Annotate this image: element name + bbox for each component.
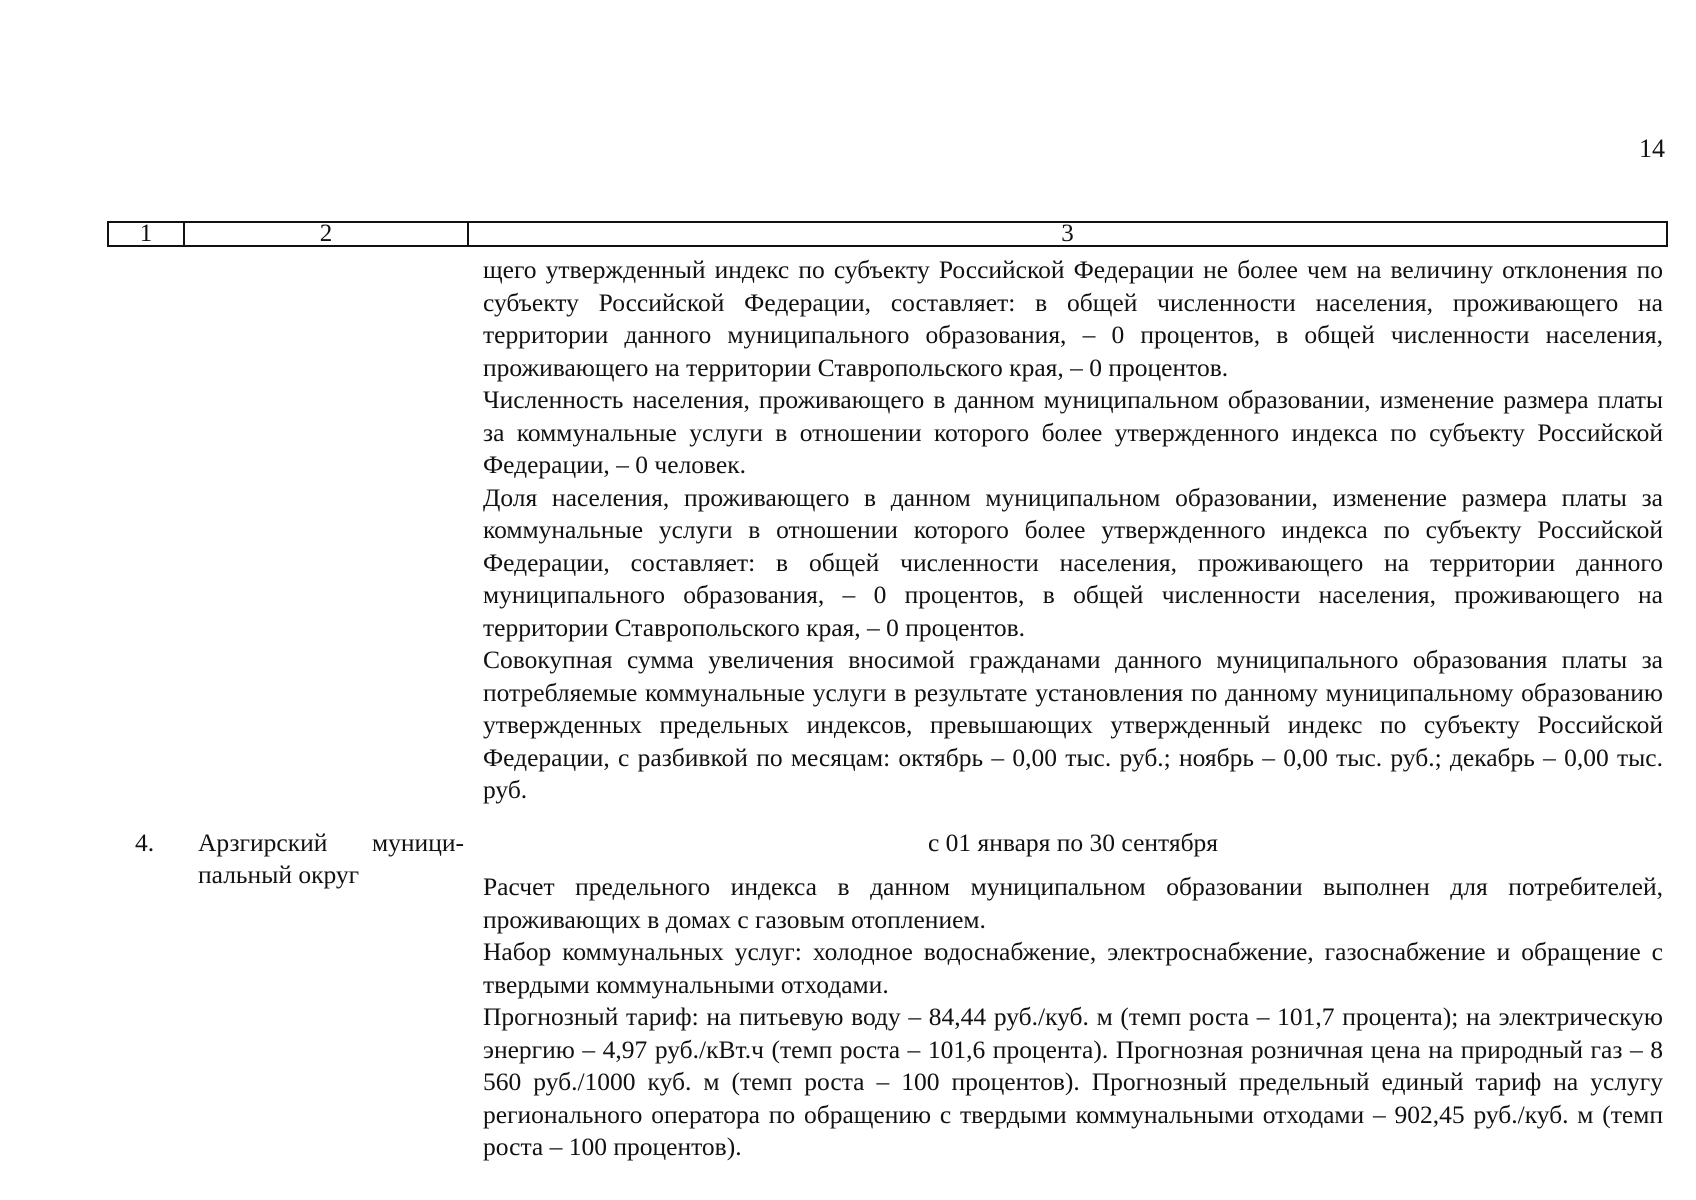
paragraph: Набор коммунальных услуг: холодное водоснабжение, электроснабжение, газоснабжение и обращение с твердыми коммунальными отходами. — [483, 937, 1663, 999]
paragraph: Прогнозный тариф: на питьевую воду – 84,44 руб./куб. м (темп роста – 101,7 процента); на электрическую энергию – 4,97 руб./кВт.ч (темп роста – 101,6 процента). Прогнозная розничная цена на природный газ – 8 560 руб./1000 куб. м (темп роста – 100 процентов). Прогнозный предельный единый тариф на услугу регионального оператора по обращению с твердыми коммунальными отходами – 902,45 руб./куб. м (темп роста – 100 процентов). — [483, 1002, 1663, 1161]
column-header-2: 2 — [185, 223, 469, 245]
column-header-1: 1 — [109, 223, 185, 245]
paragraph: Доля населения, проживающего в данном муниципальном образовании, изменение размера платы за коммунальные услуги в отношении которого более утвержденного индекса по субъекту Российской Федерации, составляет: в общей численности населения, проживающего на территории данного муниципального образования, – 0 процентов, в общей численности населения, проживающего на территории Ставропольского края, – 0 процентов. — [483, 482, 1663, 642]
paragraph: Численность населения, проживающего в данном муниципальном образовании, изменение размера платы за коммунальные услуги в отношении которого более утвержденного индекса по субъекту Российской Федерации, – 0 человек. — [483, 385, 1663, 479]
row-text — [483, 871, 1663, 1164]
paragraph: щего утвержденный индекс по субъекту Российской Федерации не более чем на величину отклонения по субъекту Российской Федерации, составляет: в общей численности населения, проживающего на территории данного муниципального образования, – 0 процентов, в общей численности населения, проживающего на территории Ставропольского края, – 0 процентов. — [483, 255, 1663, 382]
page-number: 14 — [1639, 134, 1665, 163]
period-heading: с 01 января по 30 сентября — [927, 828, 1219, 857]
table-header-row — [107, 221, 1668, 247]
row-number: 4. — [135, 828, 155, 857]
paragraph: Расчет предельного индекса в данном муниципальном образовании выполнен для потребителей, проживающих в домах с газовым отоплением. — [483, 872, 1663, 934]
column-header-3: 3 — [1061, 220, 1074, 247]
continued-row-text — [483, 254, 1663, 807]
municipality-name: Арзгирский муниципальный округ — [198, 828, 464, 889]
paragraph: Совокупная сумма увеличения вносимой гражданами данного муниципального образования платы за потребляемые коммунальные услуги в результате установления по данному муниципальному образованию утвержденных предельных индексов, превышающих утвержденный индекс по субъекту Российской Федерации, с разбивкой по месяцам: октябрь – 0,00 тыс. руб.; ноябрь – 0,00 тыс. руб.; декабрь – 0,00 тыс. руб. — [483, 645, 1663, 804]
